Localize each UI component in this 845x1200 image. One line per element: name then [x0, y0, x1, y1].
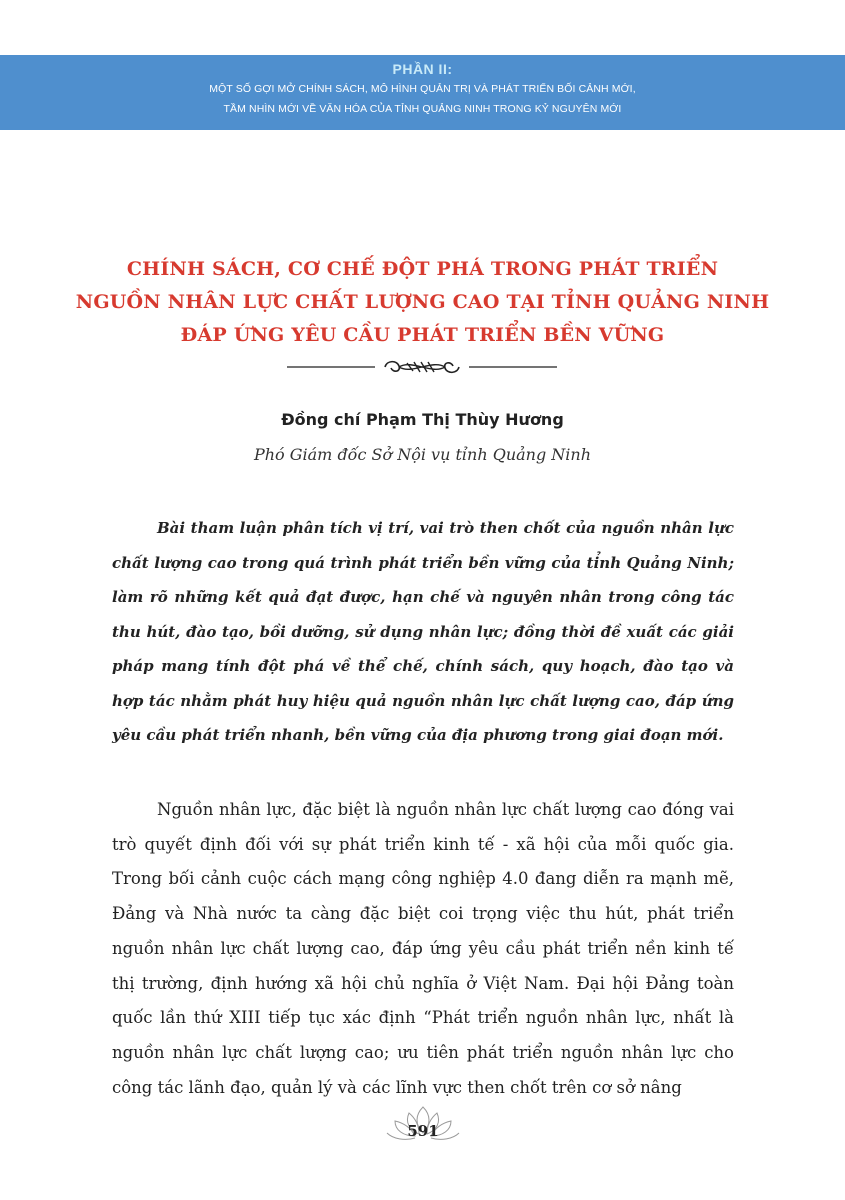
title-divider-ornament	[287, 357, 557, 377]
section-header-banner	[0, 55, 845, 130]
article-title-line-1: CHÍNH SÁCH, CƠ CHẾ ĐỘT PHÁ TRONG PHÁT TRIỂN	[126, 258, 719, 280]
author-name: Đồng chí Phạm Thị Thùy Hương	[281, 410, 564, 429]
body-paragraph: Nguồn nhân lực, đặc biệt là nguồn nhân lực chất lượng cao đóng vai trò quyết định đối với sự phát triển kinh tế - xã hội của mỗi quốc gia. Trong bối cảnh cuộc cách mạng công nghiệp 4.0 đang diễn ra mạnh mẽ, Đảng và Nhà nước ta càng đặc biệt coi trọng việc thu hút, phát triển nguồn nhân lực chất lượng cao, đáp ứng yêu cầu phát triển nền kinh tế thị trường, định hướng xã hội chủ nghĩa ở Việt Nam. Đại hội Đảng toàn quốc lần thứ XIII tiếp tục xác định “Phát triển nguồn nhân lực, nhất là nguồn nhân lực chất lượng cao; ưu tiên phát triển nguồn nhân lực cho công tác lãnh đạo, quản lý và các lĩnh vực then chốt trên cơ sở nâng	[112, 800, 734, 1097]
part-subtitle-line-1: MỘT SỐ GỢI MỞ CHÍNH SÁCH, MÔ HÌNH QUẢN TRỊ VÀ PHÁT TRIỂN BỐI CẢNH MỚI,	[209, 83, 636, 95]
author-role: Phó Giám đốc Sở Nội vụ tỉnh Quảng Ninh	[253, 445, 592, 464]
part-subtitle-line-2: TẦM NHÌN MỚI VỀ VĂN HÓA CỦA TỈNH QUẢNG NINH TRONG KỶ NGUYÊN MỚI	[223, 103, 622, 115]
article-title	[60, 253, 785, 352]
article-title-line-3: ĐÁP ỨNG YÊU CẦU PHÁT TRIỂN BỀN VỮNG	[180, 324, 665, 346]
page-number: 591	[407, 1122, 439, 1140]
part-label: PHẦN II:	[392, 61, 453, 77]
article-title-line-2: NGUỒN NHÂN LỰC CHẤT LƯỢNG CAO TẠI TỈNH QUẢNG NINH	[75, 291, 770, 313]
article-abstract: Bài tham luận phân tích vị trí, vai trò then chốt của nguồn nhân lực chất lượng cao trong quá trình phát triển bền vững của tỉnh Quảng Ninh; làm rõ những kết quả đạt được, hạn chế và nguyên nhân trong công tác thu hút, đào tạo, bồi dưỡng, sử dụng nhân lực; đồng thời đề xuất các giải pháp mang tính đột phá về thể chế, chính sách, quy hoạch, đào tạo và hợp tác nhằm phát huy hiệu quả nguồn nhân lực chất lượng cao, đáp ứng yêu cầu phát triển nhanh, bền vững của địa phương trong giai đoạn mới.	[112, 519, 734, 744]
